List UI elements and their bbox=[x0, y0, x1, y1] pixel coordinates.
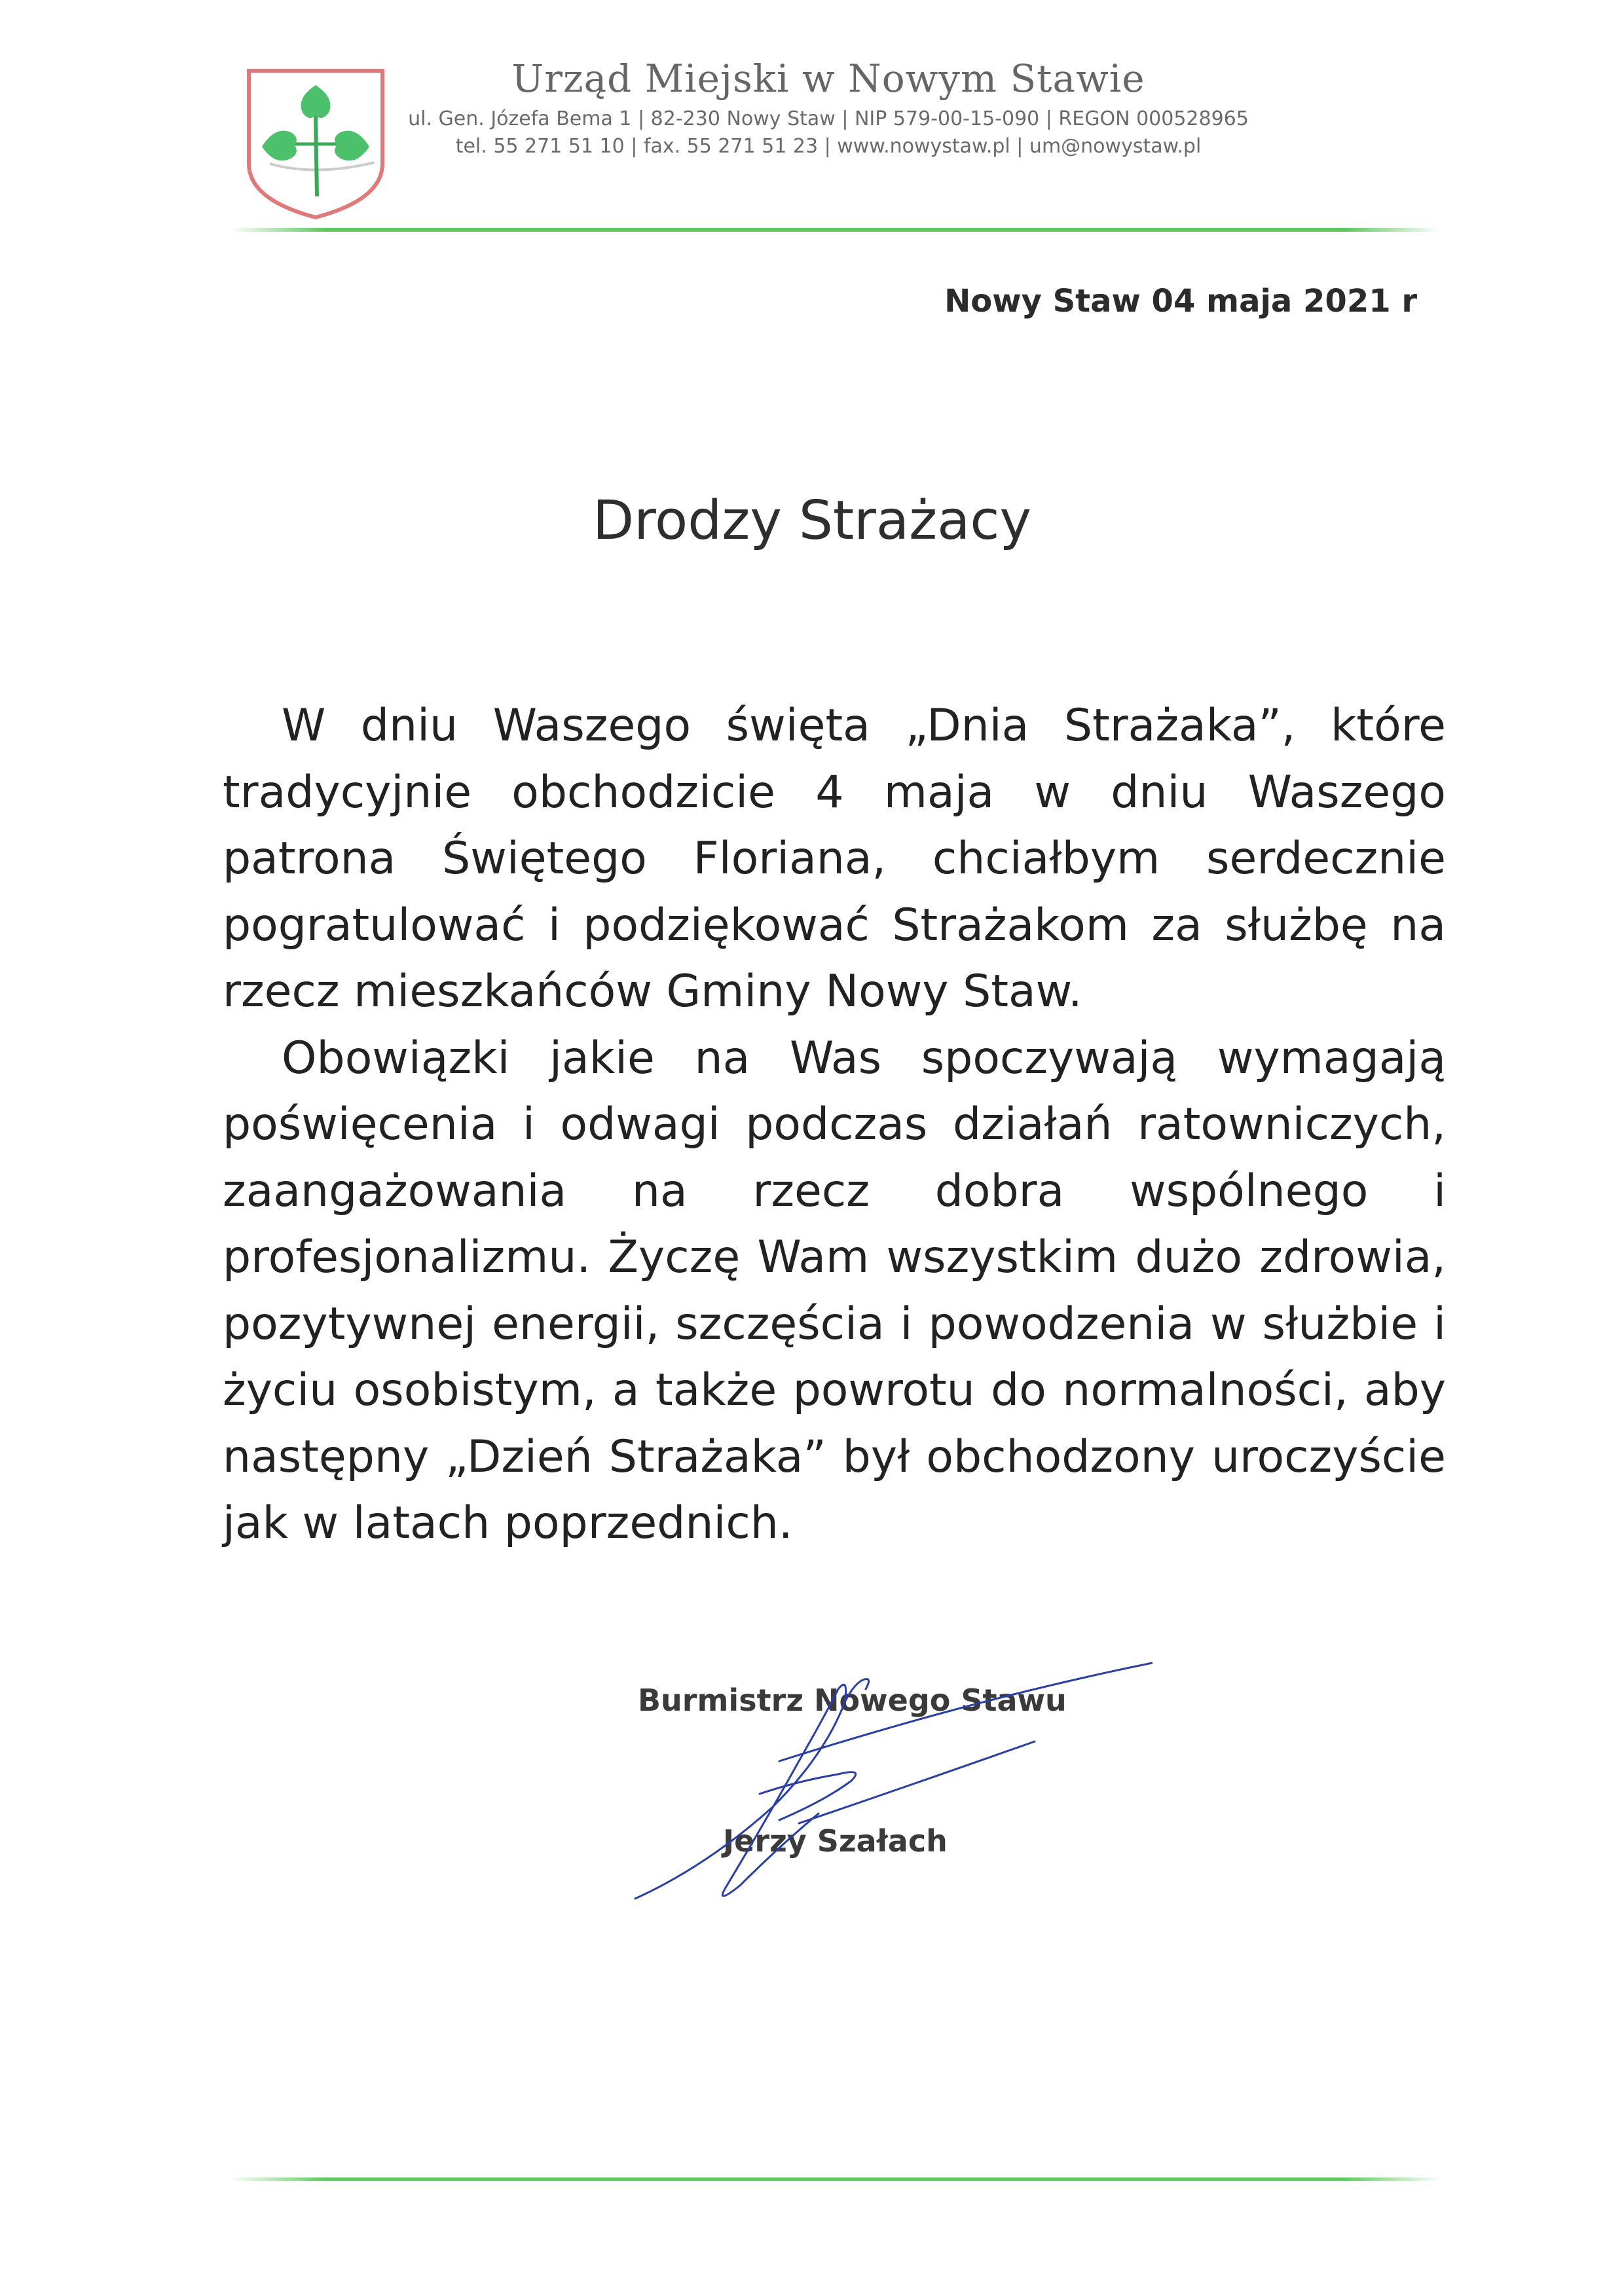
organization-name: Urząd Miejski w Nowym Stawie bbox=[511, 56, 1145, 101]
letter-salutation: Drodzy Strażacy bbox=[593, 490, 1031, 552]
signer-title: Burmistrz Nowego Stawu bbox=[638, 1683, 1067, 1718]
letter-date: Nowy Staw 04 maja 2021 r bbox=[944, 283, 1417, 319]
coat-of-arms-icon bbox=[244, 65, 388, 223]
handwritten-signature bbox=[629, 1650, 1153, 1912]
letterhead-divider bbox=[229, 228, 1441, 232]
body-paragraph: W dniu Waszego święta „Dnia Strażaka”, które tradycyjnie obchodzicie 4 maja w dniu Waszego patrona Świętego Floriana, chciałbym serdecznie pogratulować i podziękować Strażakom za służbę na rzecz mieszkańców Gminy Nowy Staw. bbox=[223, 700, 1446, 1017]
letterhead-contact-line: tel. 55 271 51 10 | fax. 55 271 51 23 | www.nowystaw.pl | um@nowystaw.pl bbox=[455, 135, 1202, 158]
footer-divider bbox=[229, 2178, 1441, 2181]
signer-name: Jerzy Szałach bbox=[723, 1823, 948, 1859]
letter-body bbox=[223, 693, 1446, 1557]
letterhead-address-line: ul. Gen. Józefa Bema 1 | 82-230 Nowy Staw | NIP 579-00-15-090 | REGON 000528965 bbox=[408, 107, 1249, 130]
body-paragraph: Obowiązki jakie na Was spoczywają wymagają poświęcenia i odwagi podczas działań ratowniczych, zaangażowania na rzecz dobra wspólnego i profesjonalizmu. Życzę Wam wszystkim dużo zdrowia, pozytywnej energii, szczęścia i powodzenia w służbie i życiu osobistym, a także powrotu do normalności, aby następny „Dzień Strażaka” był obchodzony uroczyście jak w latach poprzednich. bbox=[223, 1032, 1446, 1549]
